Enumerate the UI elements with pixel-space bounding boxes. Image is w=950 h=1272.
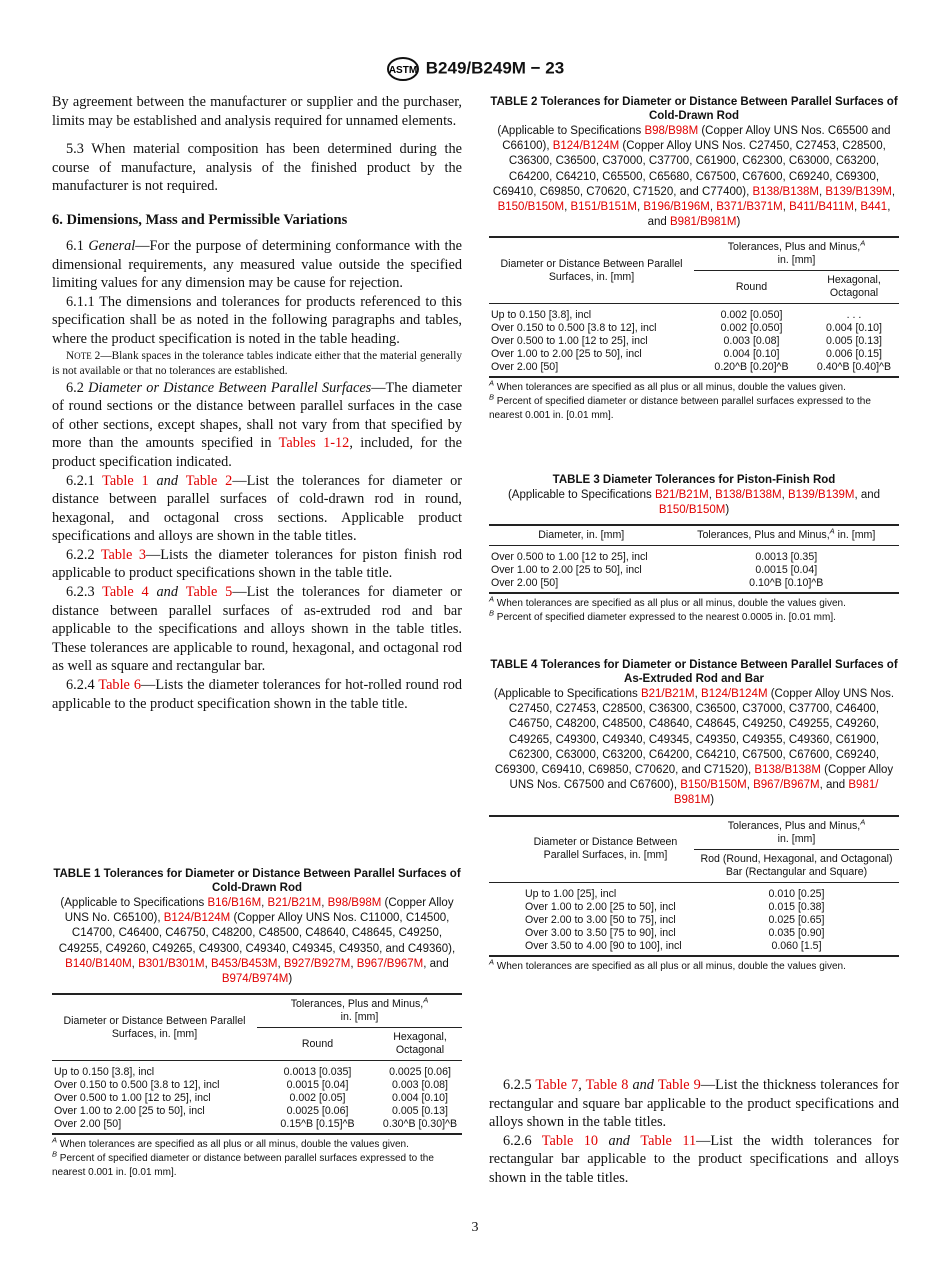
- paragraph-6-2: [52, 379, 462, 472]
- col-header-diameter: Diameter, in. [mm]: [538, 529, 625, 542]
- text-run: ,: [709, 201, 717, 214]
- table-row: [489, 882, 899, 901]
- dimension-cell: Over 2.00 [50]: [491, 577, 559, 590]
- text-run: ): [736, 216, 741, 229]
- dimension-cell: Over 3.00 to 3.50 [75 to 90], incl: [525, 926, 676, 939]
- dimension-cell: Up to 0.150 [3.8], incl: [491, 309, 592, 322]
- tolerance-cell: 0.003 [0.08]: [392, 1079, 448, 1092]
- dimension-cell: Over 1.00 to 2.00 [25 to 50], incl: [54, 1105, 205, 1118]
- text-run: 2—Blank spaces in the tolerance tables indicate either that the material generally is not available or that no tolerances are established.: [52, 349, 462, 377]
- table-row: [489, 940, 899, 956]
- cross-reference-link[interactable]: B927/B927M: [283, 957, 351, 970]
- document-designation: B249/B249M − 23: [425, 58, 565, 78]
- cross-reference-link[interactable]: Table 7: [535, 1077, 579, 1093]
- cross-reference-link[interactable]: B138/B138M: [715, 489, 782, 501]
- cross-reference-link[interactable]: Table 1: [102, 472, 149, 489]
- table-body: [489, 882, 899, 956]
- text-run: ): [288, 973, 293, 986]
- col-header-round: Round: [301, 1037, 334, 1050]
- table-3-footnotes: $^A$ When tolerances are specified as all plus or all minus, double the values given. $^B$ Percent of specified diameter expressed to the nearest 0.0005 in. [0.01 mm].: [489, 595, 846, 624]
- text-run: ,: [261, 897, 268, 909]
- tolerance-cell: 0.004 [0.10]: [826, 322, 882, 335]
- dimension-cell: Over 3.50 to 4.00 [90 to 100], incl: [525, 939, 682, 952]
- astm-logo-icon: [386, 56, 420, 82]
- cross-reference-link[interactable]: B453/B453M: [210, 957, 278, 970]
- text-run: ,: [204, 957, 211, 970]
- text-run: , included, for the product specification indicated.: [52, 435, 462, 470]
- tolerance-cell: 0.004 [0.10]: [723, 348, 780, 361]
- tolerance-cell: 0.006 [0.15]: [826, 348, 882, 361]
- cross-reference-link[interactable]: B138/B138M: [752, 185, 819, 198]
- italic-text: and: [148, 584, 186, 601]
- tolerance-cell: 0.40^B [0.40]^B: [816, 361, 892, 374]
- table-row: [489, 914, 899, 927]
- col-header-hexagonal: Hexagonal, Octagonal: [393, 1031, 447, 1057]
- text-run: 6.1.1 The dimensions and tolerances for products referenced to this specification shall be as noted in the following paragraphs and tables, where the product specification is noted in the table heading.: [52, 293, 462, 347]
- table-1-block: [52, 867, 462, 1180]
- tolerance-cell: 0.30^B [0.30]^B: [382, 1118, 458, 1131]
- dimension-cell: Over 2.00 [50]: [54, 1118, 122, 1131]
- logo-text: ASTM: [388, 65, 417, 76]
- text-run: (Applicable to Specifications: [507, 489, 655, 501]
- col-header-tolerances: Tolerances, Plus and Minus,$^A$ in. [mm]: [694, 816, 899, 850]
- cross-reference-link[interactable]: B139/B139M: [787, 489, 855, 501]
- tolerance-cell: 0.15^B [0.15]^B: [280, 1118, 355, 1131]
- cross-reference-link[interactable]: B124/B124M: [163, 912, 231, 925]
- dimension-cell: Over 0.500 to 1.00 [12 to 25], incl: [491, 335, 648, 348]
- text-run: —List the tolerances for diameter or distance between parallel surfaces of cold-drawn rod in round, hexagonal, and octagonal cross sections. Applicable product specifications and alloys are shown in the table titles.: [52, 472, 462, 545]
- cross-reference-link[interactable]: B967/B967M: [356, 957, 424, 970]
- text-run: , and: [647, 201, 891, 229]
- text-run: (Copper Alloy UNS Nos. C67500 and C67600),: [509, 764, 894, 792]
- text-run: (Copper Alloy UNS Nos. C65500 and C66100),: [502, 125, 891, 153]
- cross-reference-link[interactable]: B139/B139M: [825, 185, 892, 198]
- table-body: [52, 1061, 462, 1135]
- text-run: (Copper Alloy UNS Nos. C11000, C14500, C14700, C46400, C46750, C48200, C48500, C48640, C48645, C49250, C49255, C49260, C49265, C49300, C49340, C49345, C49350, and C49360),: [58, 912, 456, 955]
- tolerance-cell: 0.015 [0.38]: [768, 900, 825, 913]
- text-run: (Copper Alloy UNS Nos. C27450, C27453, C28500, C36300, C36500, C37000, C37700, C46400, C46750, C48200, C48500, C48640, C48645, C49250, C49255, C49260, C49265, C49300, C49340, C49345, C49350, C49355, C49360, C61900, C62300, C63000, C63200, C64200, C64210, C67500, C67600, C69240, C69300, C69410, C69850, C70620, and C71520),: [494, 688, 895, 777]
- text-run: (Applicable to Specifications: [493, 688, 641, 700]
- tolerance-cell: 0.0015 [0.04]: [755, 564, 818, 577]
- col-header-tolerances: Tolerances, Plus and Minus,$^A$ in. [mm]: [694, 237, 899, 271]
- table-3-subtitle: [489, 488, 899, 518]
- page-number: 3: [471, 1220, 479, 1235]
- cross-reference-link[interactable]: B150/B150M: [497, 201, 565, 214]
- text-run: (Copper Alloy UNS No. C65100),: [64, 897, 454, 925]
- tolerance-cell: 0.10^B [0.10]^B: [749, 577, 824, 590]
- table-2-footnotes: $^A$ When tolerances are specified as all plus or all minus, double the values given. $^B$ Percent of specified diameter or distance between parallel surfaces expressed to the nearest 0.001 in. [0.01 mm].: [489, 379, 871, 422]
- note-2: [52, 349, 462, 379]
- table-row: [489, 304, 899, 323]
- cross-reference-link[interactable]: B196/B196M: [643, 201, 710, 214]
- text-run: 6.2.3: [66, 584, 103, 601]
- cross-reference-link[interactable]: B124/B124M: [701, 688, 768, 700]
- cross-reference-link[interactable]: Table 11: [640, 1132, 697, 1149]
- table-4: [489, 815, 899, 957]
- cross-reference-link[interactable]: B21/B21M: [267, 897, 322, 909]
- table-4-subtitle: [489, 687, 899, 809]
- cross-reference-link[interactable]: B16/B16M: [207, 897, 262, 909]
- text-run: ,: [853, 201, 861, 214]
- text-run: ,: [131, 957, 139, 970]
- table-row: [489, 546, 899, 565]
- section-heading-6: 6. Dimensions, Mass and Permissible Variations: [52, 211, 348, 228]
- text-run: , and: [819, 779, 849, 792]
- italic-text: Diameter or Distance Between Parallel Surfaces: [88, 379, 372, 396]
- text-run: ): [725, 504, 730, 517]
- italic-text: and: [148, 472, 186, 489]
- paragraph-6-2-4: [52, 676, 462, 713]
- col-header-dimension: Diameter or Distance Between Parallel Surfaces, in. [mm]: [533, 836, 678, 862]
- table-row: [489, 348, 899, 361]
- table-row: [489, 901, 899, 914]
- cross-reference-link[interactable]: B371/B371M: [716, 201, 783, 214]
- table-3-block: [489, 473, 899, 625]
- table-row: [52, 1079, 462, 1092]
- tolerance-cell: 0.004 [0.10]: [392, 1092, 448, 1105]
- text-run: 6.2: [66, 379, 89, 396]
- text-run: 6.2.2: [66, 546, 101, 563]
- tolerance-cell: . . .: [846, 309, 862, 322]
- table-1-footnotes: $^A$ When tolerances are specified as all plus or all minus, double the values given. $^B$ Percent of specified diameter or distance between parallel surfaces expressed to the nearest 0.001 in. [0.01 mm].: [52, 1135, 434, 1179]
- paragraph-6-2-3: [52, 583, 462, 676]
- tolerance-cell: 0.025 [0.65]: [768, 913, 825, 926]
- paragraph-6-2-2: [52, 546, 462, 583]
- table-3: [489, 524, 899, 594]
- paragraph-6-2-5: [489, 1076, 899, 1132]
- text-run: —The diameter of round sections or the distance between parallel surfaces in the case of other sections, except shapes, shall not vary from that specified by more than the amounts specified in: [52, 379, 462, 452]
- italic-text: and: [628, 1077, 659, 1093]
- col-header-dimension: Diameter or Distance Between Parallel Surfaces, in. [mm]: [500, 257, 683, 283]
- table-row: [489, 335, 899, 348]
- cross-reference-link[interactable]: B150/B150M: [658, 504, 726, 517]
- table-4-block: [489, 658, 899, 974]
- text-run: 6.2.6: [503, 1132, 542, 1149]
- text-run: ,: [277, 957, 284, 970]
- text-run: (Applicable to Specifications: [497, 125, 645, 137]
- dimension-cell: Over 0.150 to 0.500 [3.8 to 12], incl: [54, 1079, 220, 1092]
- text-run: ): [710, 794, 715, 807]
- col-header-tolerances: Tolerances, Plus and Minus,$^A$ in. [mm]: [257, 994, 462, 1028]
- tolerance-cell: 0.0013 [0.035]: [283, 1066, 352, 1079]
- table-4-footnotes: $^A$ When tolerances are specified as all plus or all minus, double the values given.: [489, 957, 846, 972]
- dimension-cell: Over 0.500 to 1.00 [12 to 25], incl: [54, 1092, 211, 1105]
- text-run: N: [66, 349, 75, 362]
- table-1-title: TABLE 1 Tolerances for Diameter or Distance Between Parallel Surfaces of Cold-Drawn Rod: [53, 868, 461, 894]
- tolerance-cell: 0.0015 [0.04]: [286, 1079, 349, 1092]
- text-run: (Applicable to Specifications: [60, 897, 208, 909]
- cross-reference-link[interactable]: Table 2: [185, 472, 233, 489]
- paragraph-6-2-1: [52, 472, 462, 546]
- tolerance-cell: 0.005 [0.13]: [826, 335, 882, 348]
- text-run: —For the purpose of determining conformance with the dimensional requirements, any measured value outside the specified limiting values for any dimension may be cause for rejection.: [52, 237, 462, 292]
- cross-reference-link[interactable]: Table 10: [541, 1132, 599, 1149]
- text-run: ,: [746, 779, 754, 792]
- table-row: [52, 1118, 462, 1134]
- tolerance-cell: 0.003 [0.08]: [723, 335, 780, 348]
- cross-reference-link[interactable]: B21/B21M: [654, 489, 709, 501]
- tolerance-cell: 0.0025 [0.06]: [286, 1105, 349, 1118]
- cross-reference-link[interactable]: B140/B140M: [65, 957, 132, 970]
- tolerance-cell: 0.002 [0.050]: [720, 309, 783, 322]
- dimension-cell: Over 0.500 to 1.00 [12 to 25], incl: [491, 551, 648, 564]
- text-run: ,: [694, 688, 702, 700]
- cross-reference-link[interactable]: B441: [860, 201, 888, 214]
- dimension-cell: Up to 1.00 [25], incl: [525, 887, 617, 900]
- col-header-tolerances: Tolerances, Plus and Minus,$^A$ in. [mm]: [697, 526, 876, 542]
- table-3-title: TABLE 3 Diameter Tolerances for Piston-Finish Rod: [552, 474, 836, 486]
- text-run: —List the tolerances for diameter or distance between parallel surfaces of as-extruded rod and bar applicable to the specifications and alloys shown in the table titles. These tolerances are applicable to round, hexagonal, and octagonal rod as well as square and rectangular bar.: [52, 584, 462, 675]
- paragraph-continuation: [52, 93, 462, 130]
- cross-reference-link[interactable]: B138/B138M: [754, 764, 821, 777]
- cross-reference-link[interactable]: B981/B981M: [670, 216, 737, 229]
- cross-reference-link[interactable]: B98/B98M: [644, 125, 699, 137]
- left-column: [52, 93, 462, 713]
- cross-reference-link[interactable]: B974/B974M: [221, 973, 289, 986]
- text-run: ,: [578, 1077, 586, 1093]
- dimension-cell: Over 2.00 to 3.00 [50 to 75], incl: [525, 913, 676, 926]
- table-row: [489, 927, 899, 940]
- cross-reference-link[interactable]: B150/B150M: [680, 779, 747, 792]
- cross-reference-link[interactable]: Table 3: [100, 546, 146, 563]
- table-row: [489, 577, 899, 593]
- col-header-dimension: Diameter or Distance Between Parallel Surfaces, in. [mm]: [63, 1014, 246, 1040]
- text-run: 6.2.1: [66, 472, 103, 489]
- table-row: [52, 1105, 462, 1118]
- table-2: [489, 236, 899, 378]
- text-run: ,: [781, 489, 788, 501]
- tolerance-cell: 0.0013 [0.35]: [755, 551, 818, 564]
- cross-reference-link[interactable]: B151/B151M: [570, 201, 637, 214]
- table-body: [489, 546, 899, 594]
- text-run: —Lists the diameter tolerances for piston finish rod applicable to product specifications shown in the table title.: [52, 546, 463, 582]
- text-run: 5.3 When material composition has been determined during the course of manufacture, analysis of the finished product by the manufacturer is not required.: [52, 141, 462, 195]
- paragraph-6-1: [52, 237, 462, 293]
- text-run: , and: [854, 489, 881, 501]
- cross-reference-link[interactable]: Table 5: [185, 584, 233, 601]
- text-run: ,: [708, 489, 716, 501]
- tolerance-cell: 0.20^B [0.20]^B: [714, 361, 789, 374]
- paragraph-6-1-1: [52, 293, 462, 349]
- text-run: (Copper Alloy UNS Nos. C27450, C27453, C28500, C36300, C36500, C37000, C37700, C61900, C62300, C63000, C63200, C64200, C64210, C65500, C65680, C67500, C67600, C69240, C69300, C69410, C69850, C70620, C71520, and C77400),: [492, 140, 886, 198]
- italic-text: and: [598, 1132, 641, 1149]
- table-2-title: TABLE 2 Tolerances for Diameter or Distance Between Parallel Surfaces of Cold-Drawn Rod: [490, 96, 898, 122]
- text-run: ,: [891, 185, 896, 198]
- text-run: ,: [321, 897, 328, 909]
- dimension-cell: Over 1.00 to 2.00 [25 to 50], incl: [491, 348, 642, 361]
- small-caps-text: OTE: [74, 350, 92, 361]
- table-2-subtitle: [489, 124, 899, 230]
- table-1-subtitle: [52, 896, 462, 987]
- table-body: [489, 304, 899, 378]
- cross-reference-link[interactable]: B411/B411M: [789, 201, 854, 214]
- dimension-cell: Over 1.00 to 2.00 [25 to 50], incl: [491, 564, 642, 577]
- cross-reference-link[interactable]: B98/B98M: [327, 897, 382, 909]
- right-column-text: [489, 1076, 899, 1188]
- text-run: ,: [350, 957, 357, 970]
- table-row: [489, 361, 899, 377]
- text-run: 6.1: [66, 237, 89, 254]
- cross-reference-link[interactable]: B967/B967M: [753, 779, 820, 792]
- italic-text: General: [88, 237, 136, 254]
- text-run: ,: [636, 201, 644, 214]
- cross-reference-link[interactable]: Table 4: [102, 584, 149, 601]
- table-row: [52, 1061, 462, 1080]
- text-run: ,: [782, 201, 790, 214]
- cross-reference-link[interactable]: B124/B124M: [552, 140, 620, 153]
- cross-reference-link[interactable]: B981/ B981M: [673, 779, 879, 807]
- text-run: —List the width tolerances for rectangular bar applicable to the product specifications and alloys shown in the table titles.: [489, 1132, 900, 1186]
- cross-reference-link[interactable]: Tables 1-12: [278, 435, 350, 452]
- text-run: By agreement between the manufacturer or supplier and the purchaser, limits may be established and analysis required for unnamed elements.: [52, 94, 462, 129]
- dimension-cell: Over 0.150 to 0.500 [3.8 to 12], incl: [491, 322, 657, 335]
- tolerance-cell: 0.035 [0.90]: [768, 926, 825, 939]
- table-1: [52, 993, 462, 1135]
- tolerance-cell: 0.005 [0.13]: [392, 1105, 448, 1118]
- table-2-block: [489, 95, 899, 423]
- cross-reference-link[interactable]: Table 9: [658, 1077, 701, 1093]
- text-run: ,: [819, 185, 826, 198]
- table-row: [52, 1092, 462, 1105]
- col-header-round: Round: [735, 280, 768, 293]
- tolerance-cell: 0.060 [1.5]: [771, 939, 822, 952]
- dimension-cell: Over 2.00 [50]: [491, 361, 559, 374]
- text-run: 6.2.5: [503, 1077, 536, 1093]
- paragraph-6-2-6: [489, 1132, 899, 1188]
- text-run: ,: [564, 201, 571, 214]
- cross-reference-link[interactable]: B21/B21M: [640, 688, 695, 700]
- paragraph-5-3: [52, 140, 462, 196]
- col-header-rod-bar: Rod (Round, Hexagonal, and Octagonal) Bar (Rectangular and Square): [700, 852, 893, 878]
- cross-reference-link[interactable]: Table 6: [98, 677, 142, 694]
- cross-reference-link[interactable]: Table 8: [585, 1077, 629, 1093]
- col-header-hexagonal: Hexagonal, Octagonal: [827, 274, 881, 300]
- tolerance-cell: 0.010 [0.25]: [768, 887, 825, 900]
- text-run: , and: [423, 957, 449, 970]
- cross-reference-link[interactable]: B301/B301M: [138, 957, 205, 970]
- text-run: —Lists the diameter tolerances for hot-rolled round rod applicable to the product specification shown in the table title.: [52, 677, 462, 712]
- table-row: [489, 564, 899, 577]
- tolerance-cell: 0.002 [0.050]: [720, 322, 783, 335]
- tolerance-cell: 0.002 [0.05]: [289, 1092, 346, 1105]
- text-run: —List the thickness tolerances for rectangular and square bar applicable to the product specifications and alloys shown in the table titles.: [489, 1077, 899, 1131]
- dimension-cell: Over 1.00 to 2.00 [25 to 50], incl: [525, 900, 676, 913]
- dimension-cell: Up to 0.150 [3.8], incl: [54, 1066, 155, 1079]
- page-header: [0, 56, 950, 82]
- table-4-title: TABLE 4 Tolerances for Diameter or Distance Between Parallel Surfaces of As-Extruded Rod and Bar: [490, 659, 898, 685]
- text-run: 6.2.4: [66, 677, 99, 694]
- tolerance-cell: 0.0025 [0.06]: [389, 1066, 451, 1079]
- table-row: [489, 322, 899, 335]
